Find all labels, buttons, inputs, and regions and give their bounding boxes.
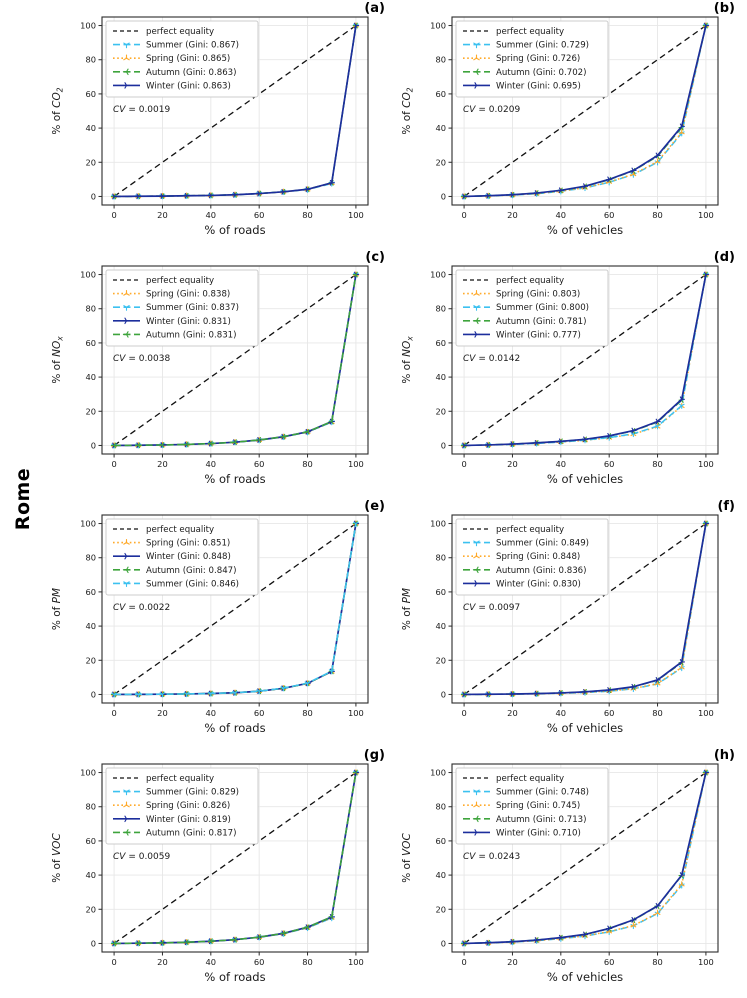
x-tick-label: 0 xyxy=(461,708,467,718)
legend-label: Spring (Gini: 0.803) xyxy=(496,289,581,300)
y-tick-label: 20 xyxy=(85,157,96,168)
y-axis-label: % of $CO_2$ xyxy=(51,87,65,135)
x-tick-label: 40 xyxy=(205,957,217,967)
legend-label: Summer (Gini: 0.846) xyxy=(146,579,240,590)
y-tick-label: 100 xyxy=(80,518,96,529)
y-tick-label: 20 xyxy=(435,406,446,417)
row-label-rome: Rome xyxy=(12,467,34,530)
cv-annotation: CV = 0.0059 xyxy=(113,852,171,862)
y-axis-label: % of $NO_x$ xyxy=(401,336,415,384)
legend-label: Spring (Gini: 0.826) xyxy=(146,801,231,812)
y-tick-label: 80 xyxy=(85,303,96,314)
legend-label: perfect equality xyxy=(146,276,215,286)
y-tick-label: 40 xyxy=(85,870,96,881)
x-tick-label: 100 xyxy=(697,957,714,967)
x-tick-label: 20 xyxy=(507,210,518,220)
y-tick-label: 0 xyxy=(440,440,446,451)
x-tick-label: 40 xyxy=(205,708,217,718)
subplot-b xyxy=(396,0,746,249)
chart-grid xyxy=(46,0,746,997)
y-tick-label: 100 xyxy=(80,767,96,778)
panel-label: (a) xyxy=(364,1,385,16)
y-tick-label: 60 xyxy=(85,586,96,597)
subplot-h xyxy=(396,747,746,996)
y-tick-label: 100 xyxy=(430,20,446,31)
legend xyxy=(456,768,608,844)
y-tick-label: 80 xyxy=(435,54,446,65)
y-tick-label: 80 xyxy=(85,54,96,65)
legend-label: Summer (Gini: 0.729) xyxy=(496,40,590,51)
legend-label: perfect equality xyxy=(146,774,215,784)
y-tick-label: 100 xyxy=(80,20,96,31)
legend-label: Autumn (Gini: 0.863) xyxy=(146,67,237,78)
y-tick-label: 40 xyxy=(85,372,96,383)
x-tick-label: 60 xyxy=(603,957,615,967)
y-tick-label: 0 xyxy=(90,938,96,949)
legend xyxy=(456,21,608,97)
y-tick-label: 0 xyxy=(440,191,446,202)
x-tick-label: 20 xyxy=(157,459,168,469)
y-tick-label: 80 xyxy=(435,303,446,314)
y-tick-label: 0 xyxy=(90,689,96,700)
legend-label: Spring (Gini: 0.865) xyxy=(146,54,231,65)
panel-label: (h) xyxy=(713,748,735,763)
cv-annotation: CV = 0.0019 xyxy=(113,105,171,115)
x-tick-label: 20 xyxy=(507,459,518,469)
x-tick-label: 80 xyxy=(652,957,663,967)
subplot-g xyxy=(46,747,396,996)
y-tick-label: 80 xyxy=(85,552,96,563)
x-tick-label: 100 xyxy=(347,708,364,718)
x-tick-label: 60 xyxy=(603,708,615,718)
legend-label: Spring (Gini: 0.851) xyxy=(146,538,231,549)
legend-label: perfect equality xyxy=(496,27,565,37)
x-tick-label: 40 xyxy=(205,210,217,220)
legend xyxy=(106,270,258,346)
cv-annotation: CV = 0.0142 xyxy=(463,354,521,364)
y-tick-label: 60 xyxy=(435,586,446,597)
legend xyxy=(456,519,608,595)
legend-label: perfect equality xyxy=(146,27,215,37)
subplot-c-canvas xyxy=(46,249,394,496)
y-tick-label: 20 xyxy=(435,655,446,666)
cv-annotation: CV = 0.0038 xyxy=(113,354,171,364)
y-axis-label: % of $NO_x$ xyxy=(51,336,65,384)
legend-label: Summer (Gini: 0.829) xyxy=(146,787,240,798)
x-tick-label: 0 xyxy=(111,708,117,718)
y-tick-label: 0 xyxy=(90,440,96,451)
x-tick-label: 80 xyxy=(652,708,663,718)
y-tick-label: 40 xyxy=(435,123,446,134)
x-tick-label: 80 xyxy=(302,459,313,469)
x-tick-label: 0 xyxy=(461,957,467,967)
subplot-c xyxy=(46,249,396,498)
x-tick-label: 100 xyxy=(347,957,364,967)
legend-label: Winter (Gini: 0.819) xyxy=(146,814,231,825)
subplot-f-canvas xyxy=(396,498,744,745)
subplot-d-canvas xyxy=(396,249,744,496)
x-tick-label: 100 xyxy=(347,459,364,469)
legend-label: perfect equality xyxy=(496,525,565,535)
y-tick-label: 20 xyxy=(85,904,96,915)
x-tick-label: 20 xyxy=(157,708,168,718)
x-axis-label: % of roads xyxy=(204,970,266,984)
panel-label: (g) xyxy=(363,748,385,763)
subplot-e-canvas xyxy=(46,498,394,745)
legend-label: Winter (Gini: 0.863) xyxy=(146,81,231,92)
legend-label: Autumn (Gini: 0.847) xyxy=(146,565,237,576)
x-tick-label: 40 xyxy=(555,210,567,220)
y-tick-label: 60 xyxy=(85,337,96,348)
x-tick-label: 100 xyxy=(697,708,714,718)
legend-label: Winter (Gini: 0.830) xyxy=(496,579,581,590)
cv-annotation: CV = 0.0209 xyxy=(463,105,521,115)
y-tick-label: 80 xyxy=(435,552,446,563)
y-tick-label: 20 xyxy=(435,904,446,915)
subplot-f xyxy=(396,498,746,747)
subplot-d xyxy=(396,249,746,498)
x-tick-label: 0 xyxy=(111,459,117,469)
legend xyxy=(106,519,258,595)
y-axis-label: % of VOC xyxy=(51,833,63,883)
legend-label: Summer (Gini: 0.837) xyxy=(146,303,240,314)
x-tick-label: 100 xyxy=(697,459,714,469)
y-axis-label: % of VOC xyxy=(401,833,413,883)
cv-annotation: CV = 0.0097 xyxy=(463,603,521,613)
legend-label: Spring (Gini: 0.726) xyxy=(496,54,581,65)
legend-label: Spring (Gini: 0.848) xyxy=(496,552,581,563)
x-tick-label: 60 xyxy=(603,459,615,469)
x-axis-label: % of roads xyxy=(204,472,266,486)
y-tick-label: 0 xyxy=(440,938,446,949)
x-tick-label: 60 xyxy=(253,459,265,469)
legend-label: Winter (Gini: 0.777) xyxy=(496,330,581,341)
panel-label: (b) xyxy=(713,1,735,16)
y-tick-label: 100 xyxy=(430,767,446,778)
x-tick-label: 40 xyxy=(555,957,567,967)
legend-label: Winter (Gini: 0.710) xyxy=(496,828,581,839)
y-tick-label: 20 xyxy=(435,157,446,168)
legend-label: Autumn (Gini: 0.702) xyxy=(496,67,587,78)
x-tick-label: 60 xyxy=(253,210,265,220)
y-tick-label: 40 xyxy=(85,123,96,134)
x-tick-label: 80 xyxy=(652,210,663,220)
subplot-e xyxy=(46,498,396,747)
y-tick-label: 0 xyxy=(90,191,96,202)
y-tick-label: 20 xyxy=(85,406,96,417)
legend-label: perfect equality xyxy=(146,525,215,535)
subplot-h-canvas xyxy=(396,747,744,994)
legend xyxy=(106,768,258,844)
x-tick-label: 40 xyxy=(555,459,567,469)
y-axis-label: % of PM xyxy=(51,587,63,631)
y-tick-label: 0 xyxy=(440,689,446,700)
y-tick-label: 100 xyxy=(430,518,446,529)
x-tick-label: 40 xyxy=(555,708,567,718)
panel-label: (e) xyxy=(364,499,385,514)
legend-label: Autumn (Gini: 0.836) xyxy=(496,565,587,576)
y-tick-label: 40 xyxy=(435,870,446,881)
y-tick-label: 60 xyxy=(85,88,96,99)
subplot-b-canvas xyxy=(396,0,744,247)
y-tick-label: 100 xyxy=(430,269,446,280)
x-tick-label: 60 xyxy=(253,957,265,967)
legend-label: Autumn (Gini: 0.713) xyxy=(496,814,587,825)
legend-label: Summer (Gini: 0.748) xyxy=(496,787,590,798)
y-tick-label: 40 xyxy=(435,621,446,632)
cv-annotation: CV = 0.0022 xyxy=(113,603,171,613)
x-axis-label: % of roads xyxy=(204,721,266,735)
panel-label: (d) xyxy=(713,250,735,265)
legend-label: Winter (Gini: 0.695) xyxy=(496,81,581,92)
legend-label: Autumn (Gini: 0.817) xyxy=(146,828,237,839)
legend-label: Autumn (Gini: 0.831) xyxy=(146,330,237,341)
y-tick-label: 60 xyxy=(435,835,446,846)
x-tick-label: 80 xyxy=(302,708,313,718)
y-tick-label: 80 xyxy=(85,801,96,812)
x-tick-label: 20 xyxy=(157,210,168,220)
x-tick-label: 0 xyxy=(461,459,467,469)
x-axis-label: % of vehicles xyxy=(546,223,624,237)
y-tick-label: 60 xyxy=(435,337,446,348)
legend-label: perfect equality xyxy=(496,774,565,784)
y-tick-label: 80 xyxy=(435,801,446,812)
x-tick-label: 80 xyxy=(302,210,313,220)
x-tick-label: 40 xyxy=(205,459,217,469)
y-tick-label: 60 xyxy=(85,835,96,846)
x-tick-label: 100 xyxy=(697,210,714,220)
legend-label: Summer (Gini: 0.800) xyxy=(496,303,590,314)
x-tick-label: 0 xyxy=(111,210,117,220)
legend-label: Autumn (Gini: 0.781) xyxy=(496,316,587,327)
panel-label: (f) xyxy=(717,499,735,514)
legend xyxy=(456,270,608,346)
x-axis-label: % of vehicles xyxy=(546,472,624,486)
legend-label: Winter (Gini: 0.848) xyxy=(146,552,231,563)
legend-label: Spring (Gini: 0.745) xyxy=(496,801,581,812)
y-tick-label: 20 xyxy=(85,655,96,666)
y-axis-label: % of $CO_2$ xyxy=(401,87,415,135)
y-tick-label: 60 xyxy=(435,88,446,99)
x-tick-label: 0 xyxy=(111,957,117,967)
x-tick-label: 20 xyxy=(507,708,518,718)
legend-label: Summer (Gini: 0.849) xyxy=(496,538,590,549)
y-tick-label: 40 xyxy=(435,372,446,383)
x-tick-label: 80 xyxy=(302,957,313,967)
subplot-a-canvas xyxy=(46,0,394,247)
cv-annotation: CV = 0.0243 xyxy=(463,852,521,862)
legend xyxy=(106,21,258,97)
x-axis-label: % of roads xyxy=(204,223,266,237)
x-axis-label: % of vehicles xyxy=(546,970,624,984)
x-tick-label: 20 xyxy=(157,957,168,967)
row-label-wrap xyxy=(0,0,46,997)
legend-label: Winter (Gini: 0.831) xyxy=(146,316,231,327)
x-axis-label: % of vehicles xyxy=(546,721,624,735)
y-axis-label: % of PM xyxy=(401,587,413,631)
x-tick-label: 20 xyxy=(507,957,518,967)
x-tick-label: 100 xyxy=(347,210,364,220)
y-tick-label: 100 xyxy=(80,269,96,280)
y-tick-label: 40 xyxy=(85,621,96,632)
subplot-g-canvas xyxy=(46,747,394,994)
x-tick-label: 80 xyxy=(652,459,663,469)
legend-label: Summer (Gini: 0.867) xyxy=(146,40,240,51)
legend-label: perfect equality xyxy=(496,276,565,286)
x-tick-label: 60 xyxy=(253,708,265,718)
legend-label: Spring (Gini: 0.838) xyxy=(146,289,231,300)
subplot-a xyxy=(46,0,396,249)
x-tick-label: 60 xyxy=(603,210,615,220)
x-tick-label: 0 xyxy=(461,210,467,220)
panel-label: (c) xyxy=(365,250,385,265)
